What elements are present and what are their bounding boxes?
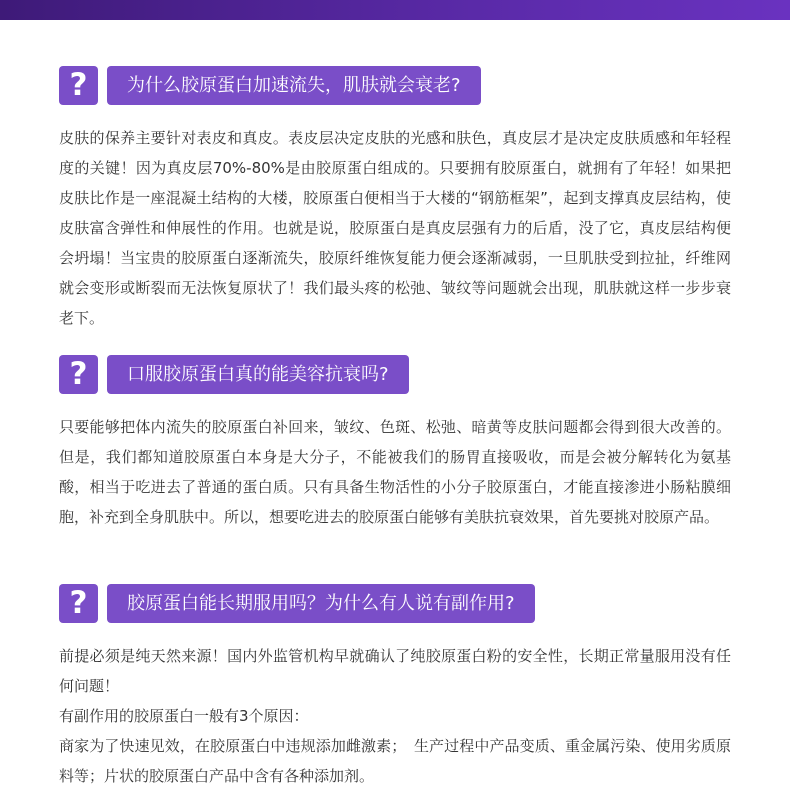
question-mark-icon: ? xyxy=(59,66,98,105)
section-body xyxy=(59,123,731,333)
top-banner-bar xyxy=(0,0,790,20)
section-oral-collagen xyxy=(59,355,731,532)
section-body xyxy=(59,412,731,532)
section-title: 口服胶原蛋白真的能美容抗衰吗? xyxy=(107,355,409,394)
question-mark-icon: ? xyxy=(59,584,98,623)
paragraph: 有副作用的胶原蛋白一般有3个原因： xyxy=(59,707,309,725)
paragraph: 皮肤的保养主要针对表皮和真皮。表皮层决定皮肤的光感和肤色，真皮层才是决定皮肤质感和年轻程度的关键！因为真皮层70%-80%是由胶原蛋白组成的。只要拥有胶原蛋白，就拥有了年轻！如果把皮肤比作是一座混凝土结构的大楼，胶原蛋白便相当于大楼的“钢筋框架”，起到支撑真皮层结构，使皮肤富含弹性和伸展性的作用。也就是说，胶原蛋白是真皮层强有力的后盾，没了它，真皮层结构便会坍塌！当宝贵的胶原蛋白逐渐流失，胶原纤维恢复能力便会逐渐减弱，一旦肌肤受到拉扯，纤维网就会变形或断裂而无法恢复原状了！我们最头疼的松弛、皱纹等问题就会出现，肌肤就这样一步步衰老下。 xyxy=(59,129,731,327)
section-header xyxy=(59,584,731,624)
section-header xyxy=(59,66,731,106)
paragraph: 只要能够把体内流失的胶原蛋白补回来，皱纹、色斑、松弛、暗黄等皮肤问题都会得到很大改善的。但是，我们都知道胶原蛋白本身是大分子，不能被我们的肠胃直接吸收，而是会被分解转化为氨基酸，相当于吃进去了普通的蛋白质。只有具备生物活性的小分子胶原蛋白，才能直接渗进小肠粘膜细胞，补充到全身肌肤中。所以，想要吃进去的胶原蛋白能够有美肤抗衰效果，首先要挑对胶原产品。 xyxy=(59,418,731,526)
paragraph: 前提必须是纯天然来源！国内外监管机构早就确认了纯胶原蛋白粉的安全性，长期正常量服用没有任何问题！ xyxy=(59,647,731,695)
paragraph: 商家为了快速见效，在胶原蛋白中违规添加雌激素； 生产过程中产品变质、重金属污染、使用劣质原料等；片状的胶原蛋白产品中含有各种添加剂。 xyxy=(59,737,731,785)
section-long-term-use xyxy=(59,584,731,791)
question-mark-icon: ? xyxy=(59,355,98,394)
section-title: 胶原蛋白能长期服用吗？为什么有人说有副作用? xyxy=(107,584,535,623)
section-aging-cause xyxy=(59,66,731,333)
section-title: 为什么胶原蛋白加速流失，肌肤就会衰老? xyxy=(107,66,481,105)
section-header xyxy=(59,355,731,395)
section-body xyxy=(59,641,731,791)
